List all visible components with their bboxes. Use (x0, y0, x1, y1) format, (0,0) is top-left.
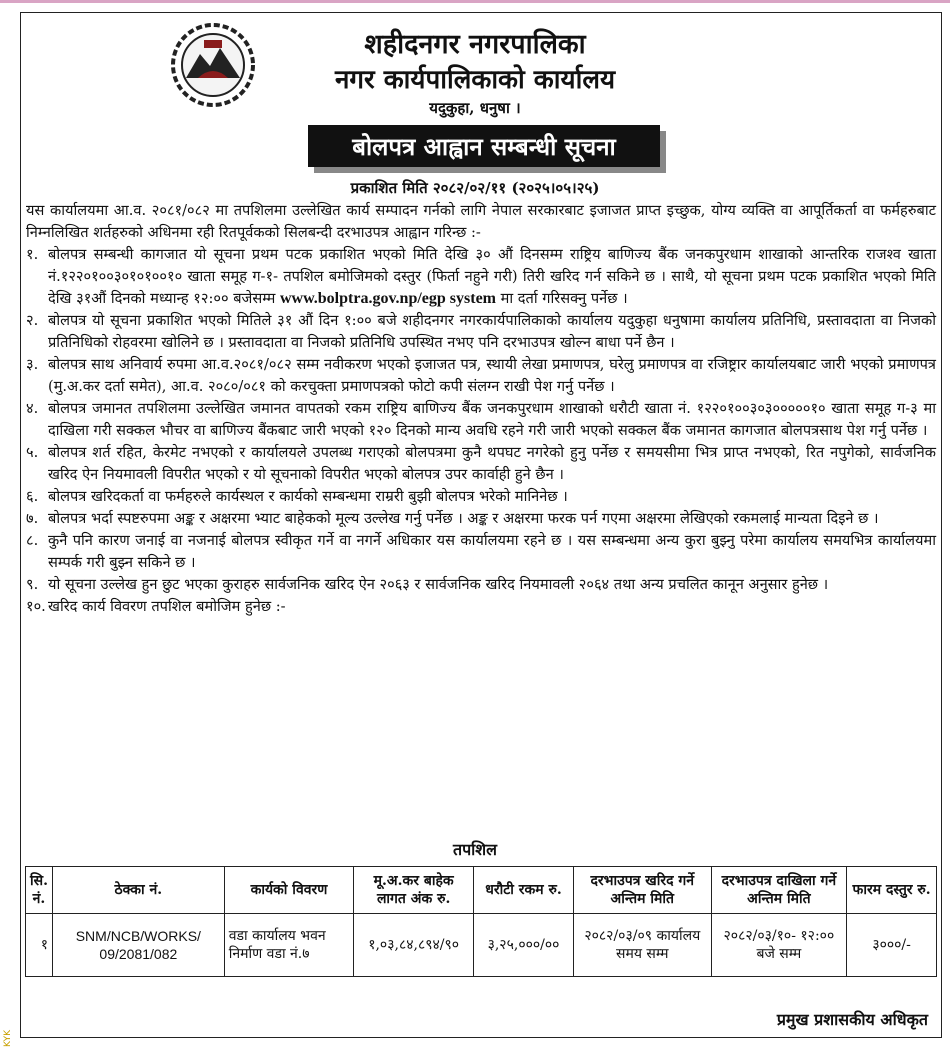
list-item (26, 508, 936, 530)
column-header: कार्यको विवरण (224, 867, 354, 914)
list-item (26, 442, 936, 486)
item-number: ७. (26, 510, 39, 527)
office-name: नगर कार्यपालिकाको कार्यालय (334, 65, 616, 95)
item-text: बोलपत्र यो सूचना प्रकाशित भएको मितिले ३१ औं दिन १:०० बजे शहीदनगर नगरकार्यपालिकाको कार्यालय यदुकुहा धनुषामा कार्यालय प्रतिनिधि, प्रस्तावदाता वा निजको प्रतिनिधिको रोहवरमा खोलिने छ । प्रस्तावदाता वा निजको प्रतिनिधि उपस्थित नभए पनि दरभाउपत्र खोल्न बाधा पर्ने छैन । (48, 312, 936, 351)
column-header: दरभाउपत्र खरिद गर्ने अन्तिम मिति (573, 867, 711, 914)
side-watermark: KYK (3, 1030, 13, 1047)
org-name: शहीदनगर नगरपालिका (364, 29, 586, 60)
published-date: प्रकाशित मिति २०८२/०२/११ (२०२५।०५।२५) (350, 179, 600, 197)
item-text: खरिद कार्य विवरण तपशिल बमोजिम हुनेछ :- (48, 598, 286, 615)
item-number: ४. (26, 400, 39, 417)
item-number: १०. (26, 598, 46, 615)
office-address: यदुकुहा, धनुषा । (429, 99, 521, 117)
table-header-row (26, 867, 937, 914)
website-link[interactable]: www.bolptra.gov.np/egp system (279, 290, 497, 307)
item-text: कुनै पनि कारण जनाई वा नजनाई बोलपत्र स्वीकृत गर्ने वा नगर्ने अधिकार यस कार्यालयमा रहने छ । यस सम्बन्धमा अन्य कुरा बुझ्नु परेमा कार्यालय समयभित्र कार्यालयमा सम्पर्क गरी बुझ्न सकिने छ । (48, 532, 936, 571)
item-number: ५. (26, 444, 39, 461)
column-header: दरभाउपत्र दाखिला गर्ने अन्तिम मिति (711, 867, 847, 914)
table-cell: २०८२/०३/०९ कार्यालय समय सम्म (573, 914, 711, 977)
item-number: ३. (26, 356, 39, 373)
item-text: बोलपत्र साथ अनिवार्य रुपमा आ.व.२०८१/०८२ सम्म नवीकरण भएको इजाजत पत्र, स्थायी लेखा प्रमाणपत्र, घरेलु प्रमाणपत्र वा रजिष्ट्रार कार्यालयबाट जारी भएको प्रमाणपत्र (मु.अ.कर दर्ता समेत), आ.व. २०८०/०८१ को करचुक्ता प्रमाणपत्रको फोटो कपी संलग्न राखी पेश गर्नु पर्नेछ । (48, 356, 936, 395)
schedule-caption: तपशिल (452, 840, 498, 859)
table-cell: वडा कार्यालय भवन निर्माण वडा नं.७ (224, 914, 354, 977)
item-text: यो सूचना उल्लेख हुन छुट भएका कुराहरु सार्वजनिक खरिद ऐन २०६३ र सार्वजनिक खरिद नियमावली २०६४ तथा अन्य प्रचलित कानून अनुसार हुनेछ । (48, 576, 829, 593)
column-header: मू.अ.कर बाहेक लागत अंक रु. (354, 867, 474, 914)
item-number: ६. (26, 488, 39, 505)
table-cell: SNM/NCB/WORKS/ 09/2081/082 (52, 914, 224, 977)
item-number: १. (26, 246, 39, 263)
table-cell: १,०३,८४,८९४/९० (354, 914, 474, 977)
list-item (26, 310, 936, 354)
item-number: २. (26, 312, 39, 329)
column-header: धरौटी रकम रु. (474, 867, 574, 914)
signature-title: प्रमुख प्रशासकीय अधिकृत (776, 1010, 928, 1029)
column-header: सि. नं. (26, 867, 53, 914)
column-header: ठेक्का नं. (52, 867, 224, 914)
list-item (26, 244, 936, 310)
table-row (26, 914, 937, 977)
item-text: बोलपत्र शर्त रहित, केरमेट नभएको र कार्यालयले उपलब्ध गराएको बोलपत्रमा कुनै थपघट नगरेको हुनु पर्नेछ र समयसीमा भित्र प्राप्त नभएको, रित नपुगेको, सार्वजनिक खरिद ऐन नियमावली विपरीत भएको र यो सूचनाको विपरीत भएको बोलपत्र उपर कार्वाही हुने छैन । (48, 444, 936, 483)
intro-paragraph: यस कार्यालयमा आ.व. २०८१/०८२ मा तपशिलमा उल्लेखित कार्य सम्पादन गर्नको लागि नेपाल सरकारबाट इजाजत प्राप्त इच्छुक, योग्य व्यक्ति वा आपूर्तिकर्ता वा फर्महरुबाट निम्नलिखित शर्तहरुको अधिनमा रही रितपूर्वकको सिलबन्दी दरभाउपत्र आह्वान गरिन्छ :- (26, 202, 936, 241)
list-item (26, 596, 936, 618)
list-item (26, 574, 936, 596)
list-item (26, 530, 936, 574)
table-cell: ३०००/- (847, 914, 937, 977)
list-item (26, 398, 936, 442)
item-text: बोलपत्र जमानत तपशिलमा उल्लेखित जमानत वापतको रकम राष्ट्रिय बाणिज्य बैंक जनकपुरधाम शाखाको धरौटी खाता नं. १२२०१००३०३०००००१० खाता समूह ग-३ मा दाखिला गरी सक्कल भौचर वा बाणिज्य बैंकबाट जारी भएको १२० दिनको मान्य अवधि रहने गरी जारी भएको सक्कल बैंक जमानत कागजात बोलपत्रसाथ पेश गर्नु पर्नेछ । (48, 400, 936, 439)
notice-title: बोलपत्र आह्वान सम्बन्धी सूचना (308, 125, 660, 167)
top-border-line (0, 0, 950, 3)
item-number: ९. (26, 576, 39, 593)
column-header: फारम दस्तुर रु. (847, 867, 937, 914)
schedule-table (25, 866, 937, 977)
item-text: बोलपत्र सम्बन्धी कागजात यो सूचना प्रथम पटक प्रकाशित भएको मिति देखि ३० औं दिनसम्म राष्ट्रिय बाणिज्य बैंक जनकपुरधाम शाखाको आन्तरिक राजश्व खाता नं.१२२०१००३०१०१००१० खाता समूह ग-१- तपशिल बमोजिमको दस्तुर (फिर्ता नहुने गरी) तिरी खरिद गर्न सकिने छ । साथै, यो सूचना प्रथम पटक प्रकाशित भएको मिति देखि ३१औं दिनको मध्यान्ह १२:०० बजेसम्म www.bolptra.gov.np/egp system मा दर्ता गरिसक्नु पर्नेछ । (48, 246, 936, 307)
item-number: ८. (26, 532, 39, 549)
table-cell: ३,२५,०००/०० (474, 914, 574, 977)
table-cell: २०८२/०३/१०- १२:०० बजे सम्म (711, 914, 847, 977)
notice-body (26, 200, 936, 618)
list-item (26, 354, 936, 398)
item-text: बोलपत्र खरिदकर्ता वा फर्महरुले कार्यस्थल र कार्यको सम्बन्धमा राम्ररी बुझी बोलपत्र भरेको मानिनेछ । (48, 488, 568, 505)
list-item (26, 486, 936, 508)
table-cell: १ (26, 914, 53, 977)
item-text: बोलपत्र भर्दा स्पष्टरुपमा अङ्क र अक्षरमा भ्याट बाहेकको मूल्य उल्लेख गर्नु पर्नेछ । अङ्क र अक्षरमा फरक पर्न गएमा अक्षरमा लेखिएको रकमलाई मान्यता दिइने छ । (48, 510, 879, 527)
